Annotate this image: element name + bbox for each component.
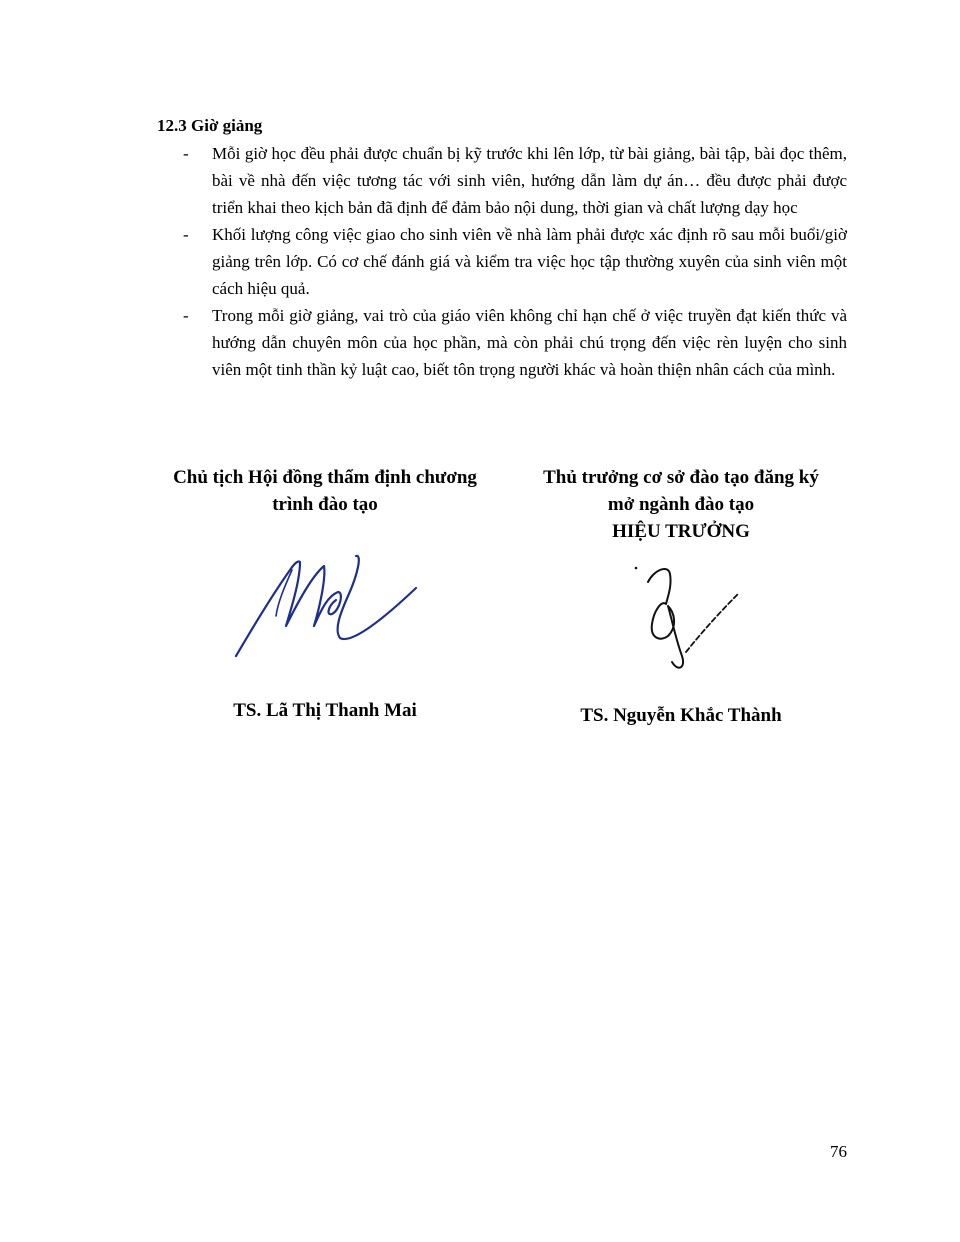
bullet-dash: - xyxy=(183,144,189,163)
right-signer-name: TS. Nguyễn Khắc Thành xyxy=(580,705,782,726)
right-signature-dot xyxy=(635,567,638,570)
right-signatory-title xyxy=(500,464,862,545)
bullet-list xyxy=(183,140,847,383)
list-item xyxy=(183,221,847,302)
page-number: 76 xyxy=(830,1142,847,1161)
left-signer-name: TS. Lã Thị Thanh Mai xyxy=(233,700,417,721)
right-signature-stroke-1 xyxy=(648,569,683,668)
left-signature-stroke-1 xyxy=(236,561,341,656)
right-title-line-2: mở ngành đào tạo xyxy=(607,494,755,515)
left-signatory-title xyxy=(150,464,500,518)
bullet-dash: - xyxy=(183,306,189,325)
bullet-text: Trong mỗi giờ giảng, vai trò của giáo viên không chỉ hạn chế ở việc truyền đạt kiến thức và hướng dẫn chuyên môn của học phần, mà còn phải chú trọng đến việc rèn luyện cho sinh viên một tinh thần kỷ luật cao, biết tôn trọng người khác và hoàn thiện nhân cách của mình. xyxy=(212,306,847,379)
list-item xyxy=(183,140,847,221)
right-title-line-3: HIỆU TRƯỞNG xyxy=(612,521,750,542)
left-title-line-1: Chủ tịch Hội đồng thẩm định chương xyxy=(173,467,477,488)
left-signature-stroke-2 xyxy=(338,556,416,639)
list-item xyxy=(183,302,847,383)
left-handwritten-signature xyxy=(228,548,424,662)
bullet-dash: - xyxy=(183,225,189,244)
left-title-line-2: trình đào tạo xyxy=(272,494,378,515)
bullet-text: Khối lượng công việc giao cho sinh viên về nhà làm phải được xác định rõ sau mỗi buổi/giờ giảng trên lớp. Có cơ chế đánh giá và kiểm tra việc học tập thường xuyên của sinh viên một cách hiệu quả. xyxy=(212,225,847,298)
right-signature-stroke-2 xyxy=(686,594,738,652)
bullet-text: Mỗi giờ học đều phải được chuẩn bị kỹ trước khi lên lớp, từ bài giảng, bài tập, bài đọc thêm, bài về nhà đến việc tương tác với sinh viên, hướng dẫn làm dự án… đều được phải được triển khai theo kịch bản đã định để đảm bảo nội dung, thời gian và chất lượng dạy học xyxy=(212,144,847,217)
right-handwritten-signature xyxy=(628,560,746,676)
section-heading: 12.3 Giờ giảng xyxy=(157,116,263,135)
right-title-line-1: Thủ trưởng cơ sở đào tạo đăng ký xyxy=(543,467,819,488)
